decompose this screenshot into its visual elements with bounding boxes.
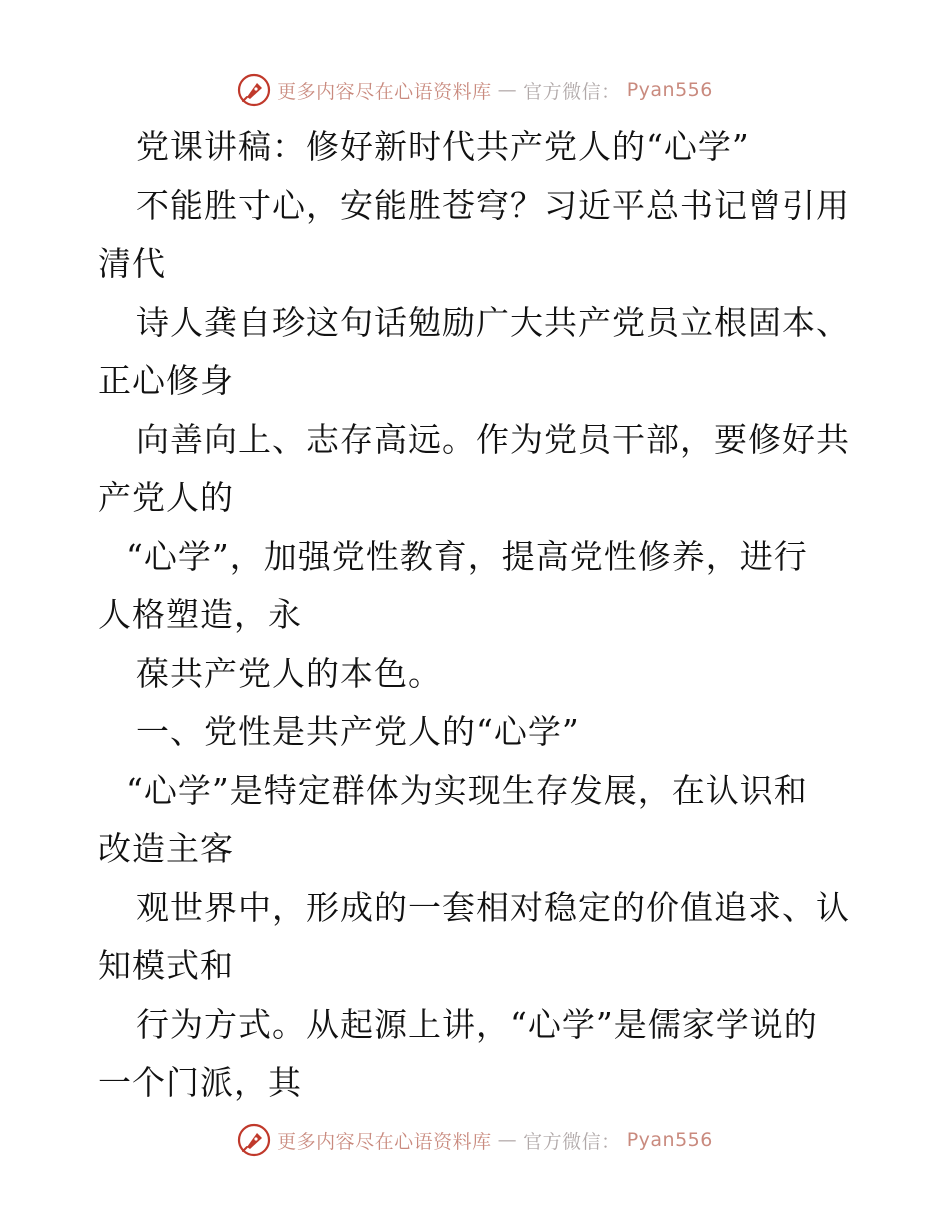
header-watermark bbox=[0, 70, 950, 110]
text-line: 正心修身 bbox=[98, 361, 234, 400]
footer-watermark bbox=[0, 1120, 950, 1160]
text-line: “心学”是特定群体为实现生存发展，在认识和 bbox=[126, 770, 808, 810]
watermark-text: 更多内容尽在心语资料库 bbox=[277, 80, 492, 103]
text-line: 行为方式。从起源上讲，“心学”是儒家学说的 bbox=[136, 1004, 818, 1044]
watermark-dash: — bbox=[497, 79, 518, 101]
watermark-wechat-id: Pyan556 bbox=[626, 1129, 713, 1151]
text-line: 一个门派，其 bbox=[98, 1063, 302, 1102]
watermark-wechat-label: 官方微信： bbox=[523, 1130, 621, 1153]
text-line: “心学”，加强党性教育，提高党性修养，进行 bbox=[126, 536, 808, 576]
pen-nib-logo-icon bbox=[237, 73, 271, 107]
text-line: 人格塑造，永 bbox=[98, 595, 302, 634]
document-title: 党课讲稿：修好新时代共产党人的“心学” bbox=[136, 127, 750, 166]
text-line: 诗人龚自珍这句话勉励广大共产党员立根固本、 bbox=[136, 302, 850, 342]
text-line: 葆共产党人的本色。 bbox=[136, 653, 442, 693]
document-body bbox=[98, 118, 858, 1113]
text-line: 改造主客 bbox=[98, 829, 234, 868]
text-line: 观世界中，形成的一套相对稳定的价值追求、认 bbox=[136, 887, 850, 927]
text-line: 产党人的 bbox=[98, 478, 234, 517]
watermark-wechat-label: 官方微信： bbox=[523, 80, 621, 103]
text-line: 清代 bbox=[98, 244, 166, 283]
watermark-wechat-id: Pyan556 bbox=[626, 79, 713, 101]
watermark-text: 更多内容尽在心语资料库 bbox=[277, 1130, 492, 1153]
text-line: 不能胜寸心，安能胜苍穹？习近平总书记曾引用 bbox=[136, 185, 850, 225]
section-heading: 一、党性是共产党人的“心学” bbox=[136, 712, 580, 751]
pen-nib-logo-icon bbox=[237, 1123, 271, 1157]
text-line: 知模式和 bbox=[98, 946, 234, 985]
text-line: 向善向上、志存高远。作为党员干部，要修好共 bbox=[136, 419, 850, 459]
watermark-dash: — bbox=[497, 1129, 518, 1151]
